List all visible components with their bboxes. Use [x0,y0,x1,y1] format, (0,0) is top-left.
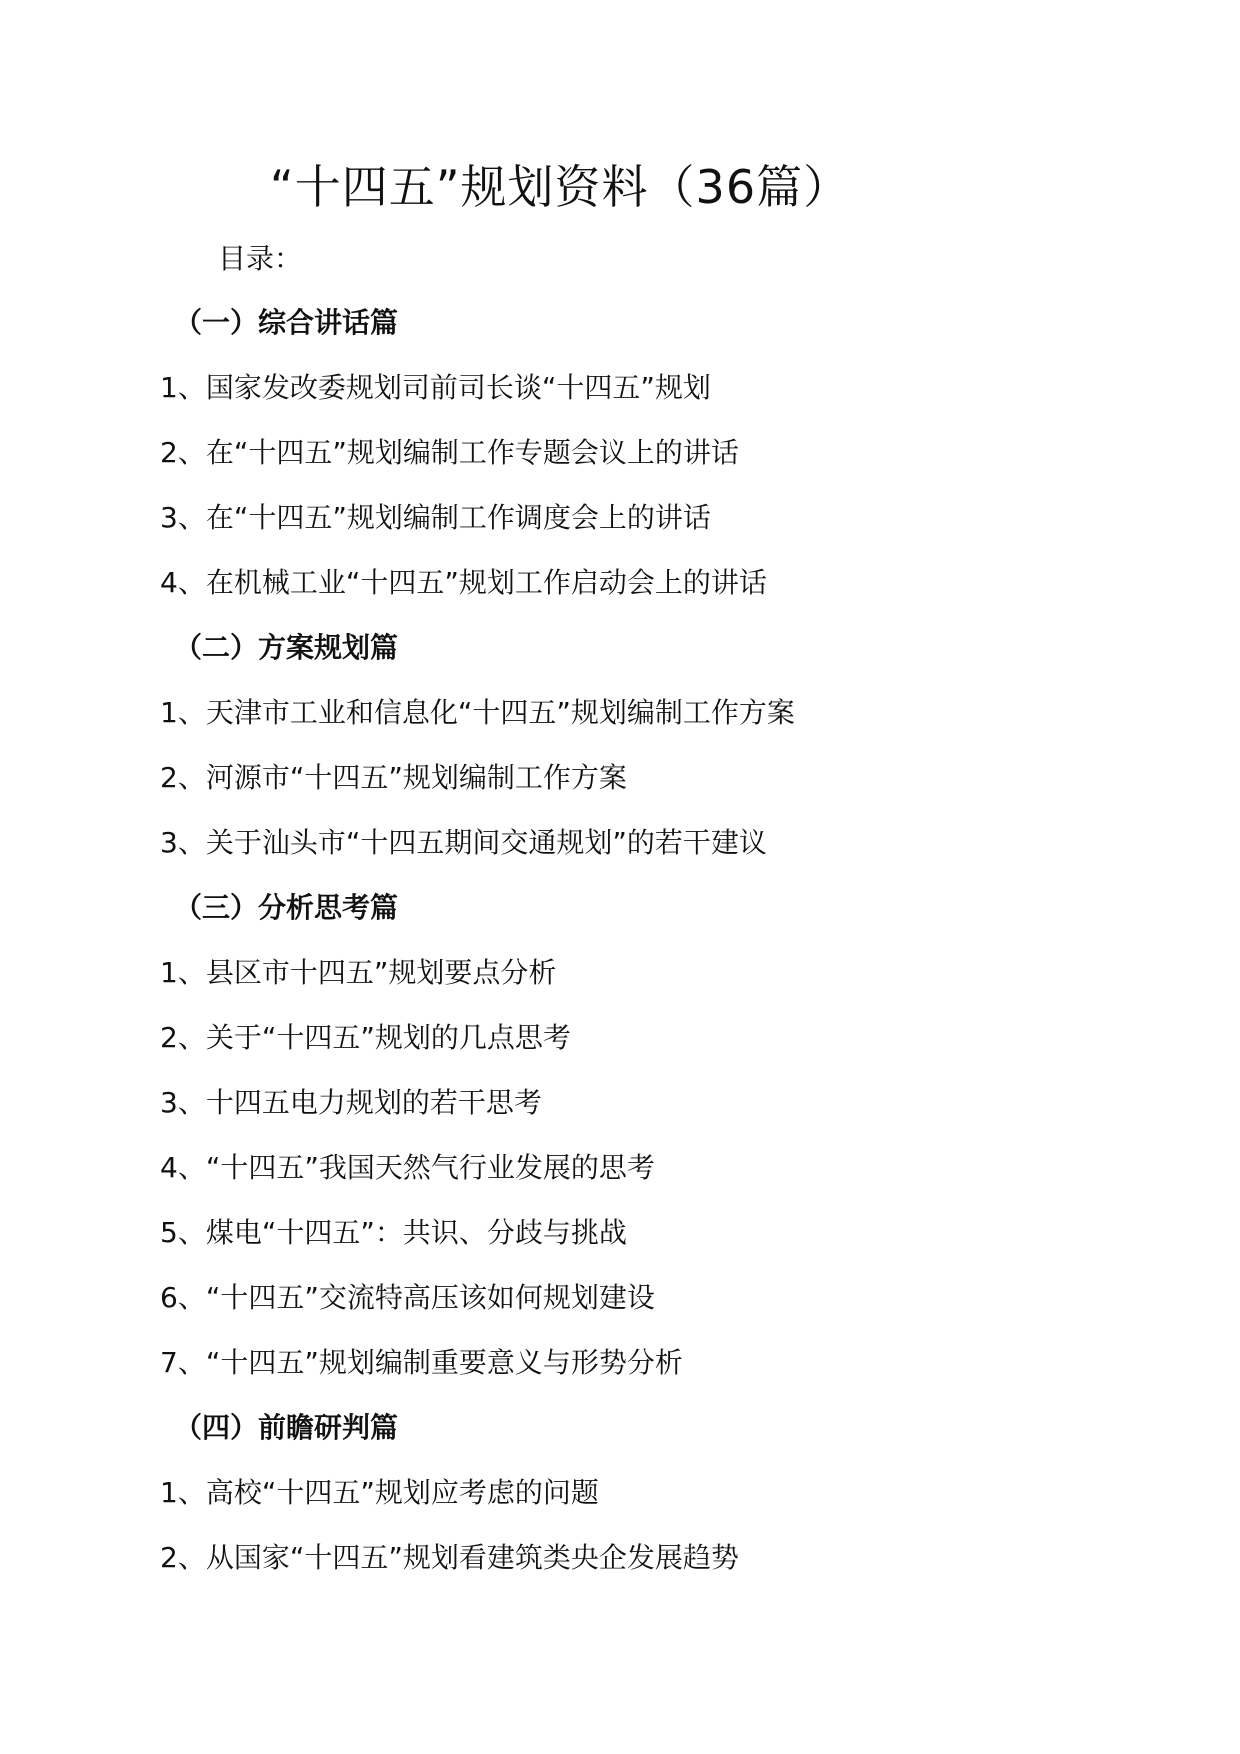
toc-item: 3、关于汕头市“十四五期间交通规划”的若干建议 [160,826,767,859]
section-heading: （一）综合讲话篇 [174,306,399,339]
toc-item: 4、“十四五”我国天然气行业发展的思考 [160,1151,655,1184]
toc-item: 5、煤电“十四五”：共识、分歧与挑战 [160,1216,627,1249]
section-heading: （三）分析思考篇 [174,891,399,924]
section-heading: （二）方案规划篇 [174,631,399,664]
toc-item: 1、高校“十四五”规划应考虑的问题 [160,1476,599,1509]
toc-item: 2、河源市“十四五”规划编制工作方案 [160,761,627,794]
toc-item: 7、“十四五”规划编制重要意义与形势分析 [160,1346,683,1379]
section-heading: （四）前瞻研判篇 [174,1411,399,1444]
toc-item: 6、“十四五”交流特高压该如何规划建设 [160,1281,655,1314]
toc-item: 2、关于“十四五”规划的几点思考 [160,1021,571,1054]
toc-item: 1、国家发改委规划司前司长谈“十四五”规划 [160,371,711,404]
toc-label: 目录： [218,242,303,275]
document-title: “十四五”规划资料（36篇） [269,160,851,214]
table-of-contents [160,306,1180,1606]
toc-item: 2、在“十四五”规划编制工作专题会议上的讲话 [160,436,739,469]
toc-item: 3、在“十四五”规划编制工作调度会上的讲话 [160,501,711,534]
toc-item: 1、天津市工业和信息化“十四五”规划编制工作方案 [160,696,795,729]
toc-item: 2、从国家“十四五”规划看建筑类央企发展趋势 [160,1541,739,1574]
toc-item: 3、十四五电力规划的若干思考 [160,1086,542,1119]
toc-item: 4、在机械工业“十四五”规划工作启动会上的讲话 [160,566,767,599]
toc-item: 1、县区市十四五”规划要点分析 [160,956,557,989]
